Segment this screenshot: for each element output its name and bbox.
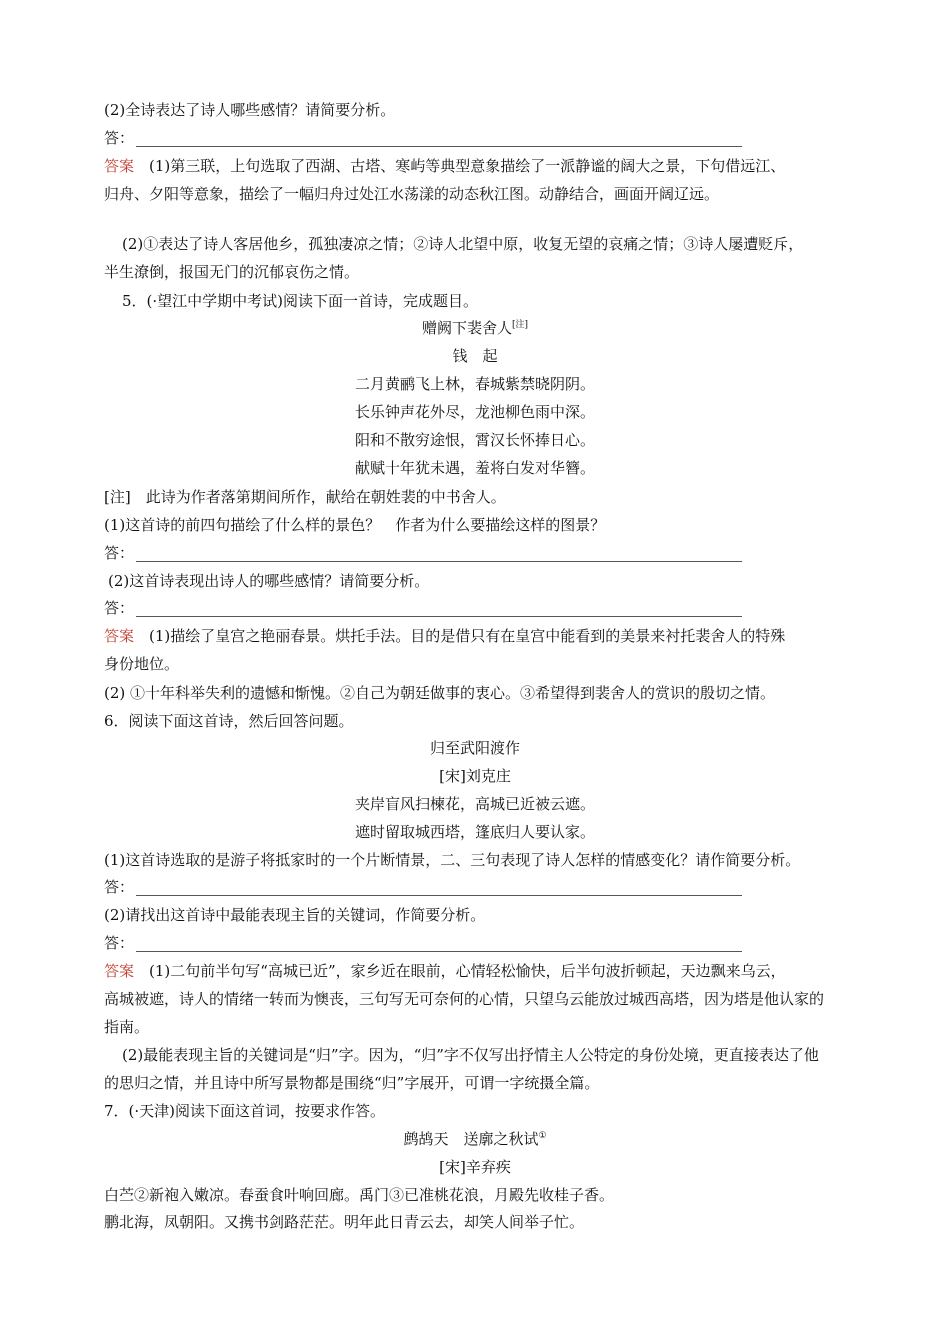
answer-prefix: 答： [104, 544, 135, 562]
answer-blank-line[interactable] [136, 895, 742, 896]
poem-6-line: 遮时留取城西塔，篷底归人要认家。 [354, 823, 595, 841]
answer-6-1-line-1: 答案 (1)二句前半句写“高城已近”，家乡近在眼前，心情轻松愉快，后半句波折顿起，天边飘来乌云， [104, 962, 786, 980]
answer-label: 答案 [104, 157, 135, 175]
poem-6-author: [宋]刘克庄 [439, 767, 511, 785]
question-5: 5．(·望江中学期中考试)阅读下面一首诗，完成题目。 [122, 292, 479, 310]
answer-6-1-line-2: 高城被遮，诗人的情绪一转而为懊丧，三句写无可奈何的心情，只望乌云能放过城西高塔，因为塔是他认家的 [104, 990, 825, 1008]
poem-6-line: 夹岸盲风扫楝花，高城已近被云遮。 [354, 795, 595, 813]
answer-prefix: 答： [104, 599, 135, 617]
poem-5-author: 钱 起 [452, 347, 498, 365]
poem-7-line: 白苎②新袍入嫩凉。春蚕食叶响回廊。禹门③已准桃花浪，月殿先收桂子香。 [104, 1186, 615, 1204]
poem-5-title: 赠阙下裴舍人[注] [421, 319, 529, 337]
answer-5-2: (2) ①十年科举失利的遗憾和惭愧。②自己为朝廷做事的衷心。③希望得到裴舍人的赏识的殷切之情。 [104, 684, 776, 702]
poem-5-line: 二月黄鹂飞上林，春城紫禁晓阴阴。 [354, 375, 595, 393]
question-6: 6．阅读下面这首诗，然后回答问题。 [104, 712, 354, 730]
poem-7-title: 鹧鸪天 送廓之秋试① [403, 1130, 547, 1148]
question-5-2: (2)这首诗表现出诗人的哪些感情？请简要分析。 [108, 572, 430, 590]
question-6-1: (1)这首诗选取的是游子将抵家时的一个片断情景，二、三句表现了诗人怎样的情感变化？请作简要分析。 [104, 851, 801, 869]
question-4-2: (2)全诗表达了诗人哪些感情？请简要分析。 [104, 101, 396, 119]
answer-prefix: 答： [104, 878, 135, 896]
answer-blank-line[interactable] [136, 561, 742, 562]
answer-blank-line[interactable] [136, 951, 742, 952]
answer-4-2-line-2: 半生潦倒，报国无门的沉郁哀伤之情。 [104, 263, 360, 281]
poem-5-line: 阳和不散穷途恨，霄汉长怀捧日心。 [354, 431, 595, 449]
answer-blank-line[interactable] [136, 146, 742, 147]
question-6-2: (2)请找出这首诗中最能表现主旨的关键词，作简要分析。 [104, 906, 486, 924]
answer-4-1-line-1: 答案 (1)第三联，上句选取了西湖、古塔、寒屿等典型意象描绘了一派静谧的阔大之景，下句借远江、 [104, 157, 786, 175]
answer-4-1-line-2: 归舟、夕阳等意象，描绘了一幅归舟过处江水荡漾的动态秋江图。动静结合，画面开阔辽远。 [104, 185, 720, 203]
answer-6-2-line-1: (2)最能表现主旨的关键词是“归”字。因为，“归”字不仅写出抒情主人公特定的身份处境，更直接表达了他 [122, 1046, 819, 1064]
answer-prefix: 答： [104, 129, 135, 147]
answer-4-2-line-1: (2)①表达了诗人客居他乡，孤独凄凉之情；②诗人北望中原，收复无望的哀痛之情；③诗人屡遭贬斥， [122, 235, 804, 253]
poem-6-title: 归至武阳渡作 [429, 739, 520, 757]
poem-5-note: [注] 此诗为作者落第期间所作，献给在朝姓裴的中书舍人。 [104, 488, 506, 506]
answer-label: 答案 [104, 627, 135, 645]
answer-6-2-line-2: 的思归之情，并且诗中所写景物都是围绕“归”字展开，可谓一字统摄全篇。 [104, 1074, 600, 1092]
poem-5-line: 献赋十年犹未遇，羞将白发对华簪。 [354, 459, 595, 477]
answer-5-1-line-1: 答案 (1)描绘了皇宫之艳丽春景。烘托手法。目的是借只有在皇宫中能看到的美景来衬托裴舍人的特殊 [104, 627, 786, 645]
answer-5-1-line-2: 身份地位。 [104, 655, 180, 673]
answer-prefix: 答： [104, 934, 135, 952]
question-7: 7．(·天津)阅读下面这首词，按要求作答。 [104, 1102, 386, 1120]
question-5-1: (1)这首诗的前四句描绘了什么样的景色？ 作者为什么要描绘这样的图景？ [104, 516, 606, 534]
poem-5-line: 长乐钟声花外尽，龙池柳色雨中深。 [354, 403, 595, 421]
poem-7-line: 鹏北海，凤朝阳。又携书剑路茫茫。明年此日青云去，却笑人间举子忙。 [104, 1213, 585, 1231]
answer-6-1-line-3: 指南。 [104, 1018, 150, 1036]
answer-blank-line[interactable] [136, 616, 742, 617]
poem-7-author: [宋]辛弃疾 [439, 1158, 511, 1176]
answer-label: 答案 [104, 962, 135, 980]
